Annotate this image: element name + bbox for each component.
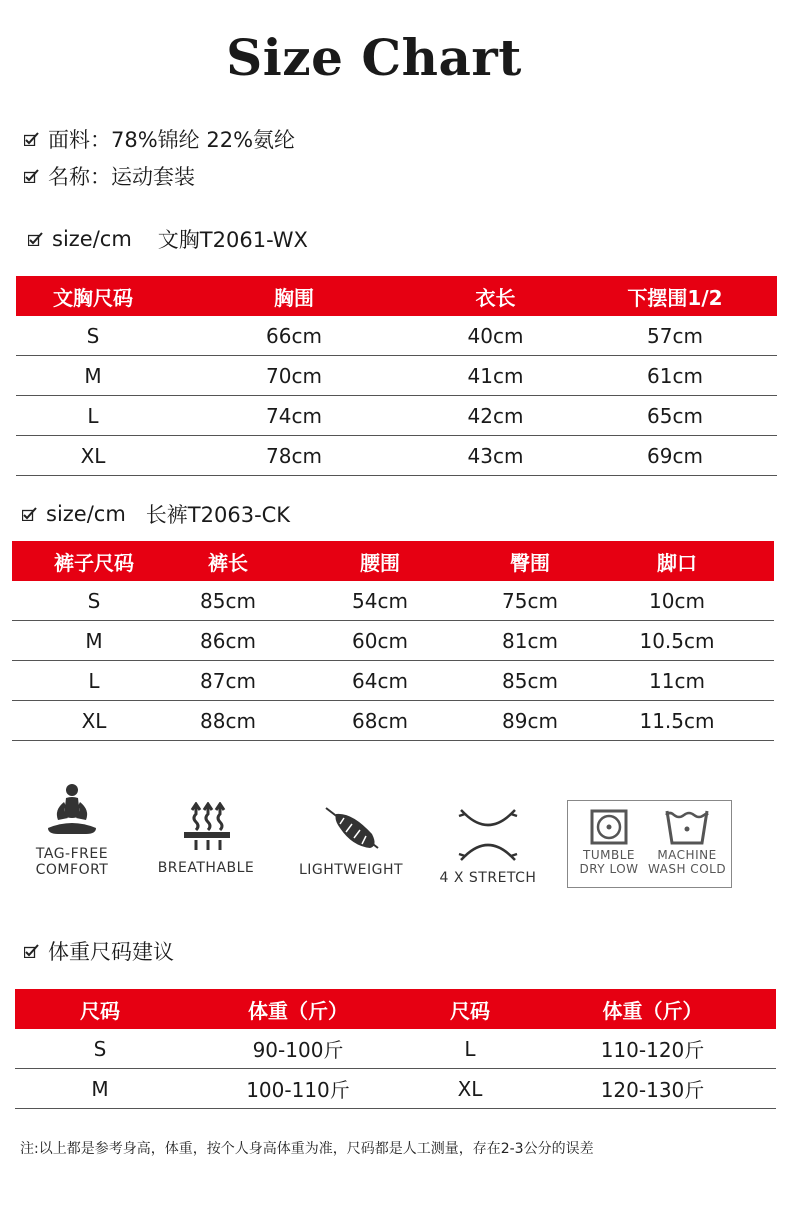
lightweight-label: LIGHTWEIGHT — [298, 862, 404, 878]
column-header: 臀围 — [510, 550, 550, 575]
table-cell: 110-120斤 — [600, 1038, 705, 1062]
column-header: 尺码 — [80, 998, 120, 1023]
feather-icon — [316, 804, 386, 854]
table-row — [16, 356, 777, 396]
tumble-label-2: DRY LOW — [579, 862, 639, 876]
lightweight-feature — [290, 804, 412, 878]
column-header: 文胸尺码 — [53, 285, 133, 310]
column-header: 胸围 — [274, 285, 314, 310]
machine-wash-feature — [646, 809, 728, 876]
table-cell: L — [464, 1036, 476, 1061]
pants-heading — [22, 499, 290, 529]
table-cell: 69cm — [647, 443, 703, 468]
column-header: 裤长 — [208, 550, 248, 575]
weight-heading — [24, 936, 174, 966]
table-cell: 86cm — [200, 628, 256, 653]
table-row — [16, 436, 777, 476]
weight-size-table — [15, 989, 776, 1109]
table-cell: 10.5cm — [639, 628, 715, 653]
table-cell: 10cm — [649, 588, 705, 613]
table-cell: 120-130斤 — [600, 1078, 705, 1102]
feature-icons — [0, 780, 790, 900]
breathable-icon — [176, 802, 236, 852]
care-instructions-box — [567, 800, 732, 888]
table-cell: 42cm — [467, 403, 524, 428]
table-row — [16, 316, 777, 356]
weight-heading-text: 体重尺码建议 — [48, 940, 174, 964]
bra-model: 文胸T2061-WX — [157, 228, 308, 252]
table-cell: 75cm — [502, 588, 558, 613]
product-name-info — [24, 161, 195, 191]
table-row — [12, 701, 774, 741]
column-header: 下摆围1/2 — [627, 285, 723, 310]
fabric-text: 面料：78%锦纶 22%氨纶 — [48, 128, 296, 152]
table-cell: S — [87, 588, 101, 613]
pants-table-header — [12, 541, 774, 581]
table-row — [12, 621, 774, 661]
table-cell: M — [91, 1076, 109, 1101]
checkmark-icon — [28, 232, 44, 246]
bra-unit: size/cm — [52, 227, 132, 251]
table-cell: 64cm — [352, 668, 408, 693]
checkmark-icon — [24, 944, 40, 958]
pants-model: 长裤T2063-CK — [145, 503, 291, 527]
table-cell: 88cm — [200, 708, 256, 733]
table-row — [12, 661, 774, 701]
table-cell: 66cm — [266, 323, 322, 348]
column-header: 裤子尺码 — [54, 550, 134, 575]
table-cell: M — [85, 628, 103, 653]
table-cell: 41cm — [467, 363, 524, 388]
column-header: 腰围 — [360, 550, 400, 575]
table-cell: 54cm — [352, 588, 408, 613]
meditation-icon — [42, 782, 102, 840]
table-cell: 90-100斤 — [252, 1038, 344, 1062]
machine-label-1: MACHINE — [657, 848, 717, 862]
breathable-label: BREATHABLE — [157, 860, 255, 876]
tag-free-feature — [22, 782, 122, 878]
column-header: 脚口 — [657, 550, 697, 575]
table-cell: 11cm — [649, 668, 705, 693]
machine-wash-icon — [664, 809, 710, 845]
table-cell: L — [88, 668, 100, 693]
product-name-text: 名称：运动套装 — [48, 165, 195, 189]
checkmark-icon — [24, 169, 40, 183]
table-cell: XL — [81, 708, 107, 733]
table-cell: 65cm — [647, 403, 703, 428]
table-row — [15, 1069, 776, 1109]
table-cell: 85cm — [502, 668, 558, 693]
table-row — [12, 581, 774, 621]
stretch-label: 4 X STRETCH — [439, 870, 537, 886]
table-cell: 89cm — [502, 708, 558, 733]
machine-label-2: WASH COLD — [647, 862, 727, 876]
pants-size-table — [12, 541, 774, 741]
table-cell: 70cm — [266, 363, 322, 388]
bra-size-table — [16, 276, 777, 476]
measurement-note: 注:以上都是参考身高，体重，按个人身高体重为准，尺码都是人工测量，存在2-3公分的误差 — [20, 1141, 594, 1157]
tumble-label-1: TUMBLE — [583, 848, 635, 862]
table-cell: 81cm — [502, 628, 558, 653]
weight-table-header — [15, 989, 776, 1029]
tag-free-label-1: TAG-FREE — [35, 846, 109, 862]
table-cell: 60cm — [352, 628, 408, 653]
stretch-arrows-icon — [453, 808, 523, 862]
stretch-feature — [432, 808, 544, 886]
table-cell: 87cm — [200, 668, 256, 693]
table-cell: 68cm — [352, 708, 408, 733]
table-row — [16, 396, 777, 436]
column-header: 体重（斤） — [602, 998, 703, 1023]
table-cell: 74cm — [266, 403, 322, 428]
breathable-feature — [150, 802, 262, 876]
tag-free-label-2: COMFORT — [35, 862, 109, 878]
table-cell: L — [87, 403, 99, 428]
pants-unit: size/cm — [46, 502, 126, 526]
table-cell: 100-110斤 — [246, 1078, 350, 1102]
column-header: 衣长 — [475, 285, 516, 310]
column-header: 体重（斤） — [248, 998, 348, 1023]
table-cell: XL — [457, 1076, 483, 1101]
table-cell: 40cm — [467, 323, 524, 348]
tumble-dry-feature — [574, 809, 644, 876]
table-row — [15, 1029, 776, 1069]
table-cell: S — [93, 1036, 107, 1061]
table-cell: 85cm — [200, 588, 256, 613]
tumble-dry-icon — [589, 809, 629, 845]
column-header: 尺码 — [450, 998, 490, 1023]
checkmark-icon — [24, 132, 40, 146]
table-cell: M — [84, 363, 102, 388]
table-cell: 11.5cm — [639, 708, 715, 733]
table-cell: 43cm — [467, 443, 524, 468]
table-cell: 57cm — [647, 323, 703, 348]
bra-table-header — [16, 276, 777, 316]
table-cell: XL — [80, 443, 106, 468]
table-cell: 61cm — [647, 363, 703, 388]
checkmark-icon — [22, 507, 38, 521]
bra-heading — [28, 224, 308, 254]
table-cell: 78cm — [266, 443, 322, 468]
table-cell: S — [86, 323, 100, 348]
page-title: Size Chart — [226, 28, 522, 87]
fabric-info — [24, 124, 295, 154]
